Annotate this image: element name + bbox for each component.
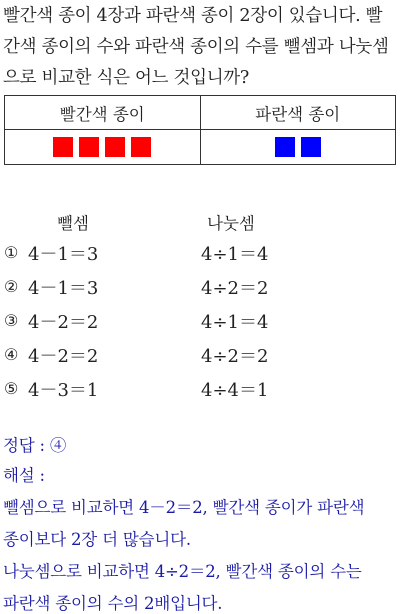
division-expression: 4÷1＝4 <box>201 312 269 333</box>
subtraction-expression: 4－1＝3 <box>28 278 99 299</box>
blue-paper-square <box>301 137 321 157</box>
subtraction-expression: 4－1＝3 <box>28 244 99 265</box>
choice-number: ④ <box>4 345 19 364</box>
explanation-line: 파란색 종이의 수의 2배입니다. <box>3 594 223 613</box>
choice-4[interactable] <box>0 342 400 372</box>
subtraction-heading: 뺄셈 <box>57 214 89 233</box>
blue-paper-cell <box>200 130 396 165</box>
division-expression: 4÷4＝1 <box>201 380 269 401</box>
question-text <box>3 1 399 94</box>
question-line: 으로 비교한 식은 어느 것입니까? <box>3 68 249 88</box>
red-paper-square <box>105 137 125 157</box>
subtraction-expression: 4－2＝2 <box>28 346 99 367</box>
explanation-line: 나눗셈으로 비교하면 4÷2＝2, 빨간색 종이의 수는 <box>3 562 362 581</box>
blue-paper-header: 파란색 종이 <box>200 96 396 130</box>
red-paper-square <box>131 137 151 157</box>
subtraction-expression: 4－3＝1 <box>28 380 99 401</box>
explanation-line: 뺄셈으로 비교하면 4－2＝2, 빨간색 종이가 파란색 <box>3 498 365 517</box>
explanation-title: 해설 : <box>3 466 45 485</box>
question-line: 빨간색 종이 4장과 파란색 종이 2장이 있습니다. 빨 <box>3 6 383 26</box>
red-paper-square <box>53 137 73 157</box>
division-expression: 4÷1＝4 <box>201 244 269 265</box>
subtraction-expression: 4－2＝2 <box>28 312 99 333</box>
division-expression: 4÷2＝2 <box>201 346 269 367</box>
choice-3[interactable] <box>0 308 400 338</box>
red-paper-square <box>79 137 99 157</box>
red-paper-squares <box>50 137 154 156</box>
choice-1[interactable] <box>0 240 400 270</box>
choice-number: ② <box>4 277 19 296</box>
question-line: 간색 종이의 수와 파란색 종이의 수를 뺄셈과 나눗셈 <box>3 37 389 57</box>
division-heading: 나눗셈 <box>207 214 255 233</box>
choice-5[interactable] <box>0 376 400 406</box>
division-expression: 4÷2＝2 <box>201 278 269 299</box>
choice-number: ⑤ <box>4 379 19 398</box>
explanation-line: 종이보다 2장 더 많습니다. <box>3 530 191 549</box>
blue-paper-square <box>275 137 295 157</box>
red-paper-cell <box>5 130 201 165</box>
choice-2[interactable] <box>0 274 400 304</box>
blue-paper-squares <box>272 137 324 156</box>
paper-count-table <box>4 95 396 165</box>
answer-line: 정답 : ④ <box>3 436 67 455</box>
red-paper-header: 빨간색 종이 <box>5 96 201 130</box>
choice-number: ③ <box>4 311 19 330</box>
choice-number: ① <box>4 243 19 262</box>
